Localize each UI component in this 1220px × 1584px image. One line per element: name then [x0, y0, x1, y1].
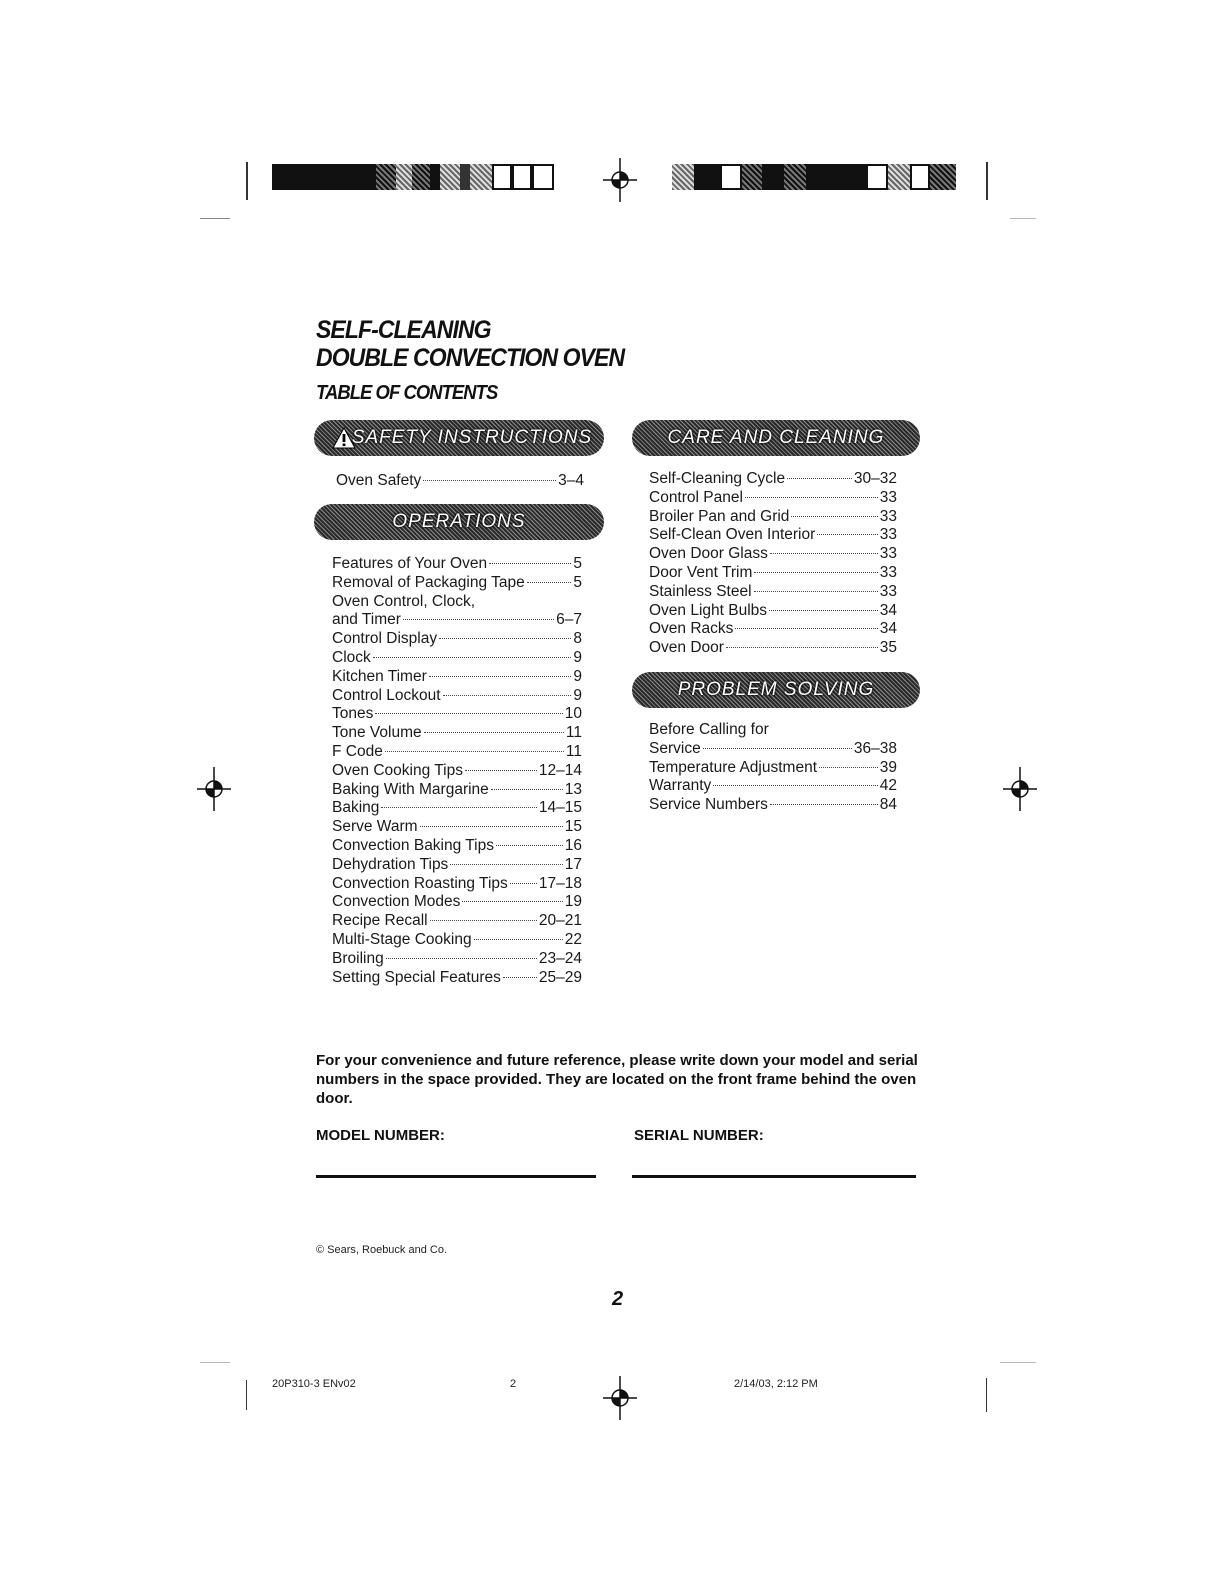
toc-entry-page: 36–38 — [853, 739, 897, 757]
dot-leader — [489, 563, 571, 564]
toc-entry-title: Warranty — [649, 777, 712, 795]
toc-entry[interactable] — [332, 687, 582, 706]
toc-entry[interactable] — [332, 912, 582, 931]
registration-crosshair-bottom-icon — [603, 1376, 637, 1420]
document-title-line1: SELF-CLEANING — [316, 316, 491, 344]
toc-entry-page: 30–32 — [853, 470, 897, 487]
dot-leader — [703, 748, 852, 749]
toc-entry-title: Clock — [332, 648, 371, 666]
dot-leader — [791, 516, 877, 517]
dot-leader — [754, 591, 878, 592]
toc-entry[interactable] — [332, 950, 582, 969]
toc-entry-title: Self-Clean Oven Interior — [649, 526, 816, 544]
dot-leader — [491, 789, 563, 790]
toc-entry-title: Control Lockout — [332, 686, 441, 704]
toc-entry-title: Temperature Adjustment — [649, 758, 818, 776]
color-registration-bar-right — [672, 164, 956, 190]
dot-leader — [496, 845, 563, 846]
page-number: 2 — [612, 1288, 624, 1310]
serial-number-label: SERIAL NUMBER: — [634, 1127, 764, 1144]
toc-entry-title: Convection Modes — [332, 893, 461, 911]
dot-leader — [373, 657, 572, 658]
dot-leader — [510, 883, 537, 884]
toc-entry-page: 5 — [573, 573, 582, 591]
toc-entry[interactable] — [336, 472, 584, 491]
footer-timestamp: 2/14/03, 2:12 PM — [734, 1378, 818, 1390]
dot-leader — [381, 807, 536, 808]
toc-entry-title: Oven Control, Clock, — [332, 592, 475, 610]
toc-entry[interactable] — [649, 545, 897, 564]
toc-entry[interactable] — [332, 931, 582, 950]
dot-leader — [770, 553, 878, 554]
section-label-care: CARE AND CLEANING — [667, 427, 885, 448]
toc-entry-page: 34 — [879, 620, 897, 638]
toc-entry[interactable] — [649, 620, 897, 639]
registration-tick-right — [986, 162, 988, 200]
dot-leader — [430, 920, 537, 921]
toc-entry[interactable] — [332, 893, 582, 912]
toc-entry-title: Tone Volume — [332, 724, 422, 742]
dot-leader — [462, 901, 562, 902]
toc-entry-title: Oven Racks — [649, 620, 734, 638]
toc-entry-page: 6–7 — [556, 611, 582, 629]
toc-entry-page: 20–21 — [538, 912, 582, 930]
toc-entry-title: Oven Cooking Tips — [332, 761, 463, 779]
toc-entry-title: Setting Special Features — [332, 968, 501, 986]
toc-entry-title: Before Calling for — [649, 721, 769, 738]
warning-triangle-icon — [332, 427, 356, 449]
toc-entry[interactable] — [332, 762, 582, 781]
toc-entry-page: 13 — [564, 780, 582, 798]
toc-entry[interactable] — [332, 799, 582, 818]
record-numbers-notice: For your convenience and future reference, please write down your model and serial numbers in the space provided. They are located on the front frame behind the oven door. — [316, 1052, 918, 1107]
toc-entry-title: Kitchen Timer — [332, 667, 427, 685]
toc-entry-page: 23–24 — [538, 949, 582, 967]
toc-entry-title: Oven Door — [649, 639, 724, 657]
toc-entry[interactable] — [649, 796, 897, 815]
toc-entry[interactable] — [332, 781, 582, 800]
registration-crosshair-left-icon — [197, 767, 231, 811]
trim-mark-bottom-right — [1000, 1362, 1036, 1363]
registration-tick-bottom-left — [246, 1380, 247, 1410]
toc-entry-page: 84 — [879, 796, 897, 814]
toc-entry-page: 34 — [879, 601, 897, 619]
toc-entry-title: and Timer — [332, 611, 401, 629]
dot-leader — [474, 939, 563, 940]
toc-entry-title: Service Numbers — [649, 796, 768, 814]
section-banner-problem — [632, 672, 920, 708]
dot-leader — [443, 695, 572, 696]
toc-entry[interactable] — [332, 555, 582, 574]
document-title-line2: DOUBLE CONVECTION OVEN — [316, 344, 625, 372]
toc-entry-title: Control Panel — [649, 488, 743, 506]
toc-entry[interactable] — [332, 668, 582, 687]
toc-entry-page: 33 — [879, 488, 897, 506]
toc-entry-page: 3–4 — [558, 472, 584, 489]
toc-entry-title: Baking With Margarine — [332, 780, 489, 798]
toc-entry[interactable] — [332, 593, 582, 612]
dot-leader — [423, 480, 556, 481]
toc-entry[interactable] — [649, 721, 897, 740]
serial-number-field[interactable] — [632, 1175, 916, 1178]
dot-leader — [527, 582, 572, 583]
section-banner-safety — [314, 420, 604, 456]
toc-entry-title: Recipe Recall — [332, 912, 428, 930]
toc-list-operations — [332, 555, 582, 987]
toc-entry[interactable] — [649, 508, 897, 527]
toc-entry[interactable] — [332, 705, 582, 724]
toc-entry-page: 17–18 — [538, 874, 582, 892]
dot-leader — [450, 864, 562, 865]
toc-entry-page: 9 — [573, 686, 582, 704]
toc-entry-page: 42 — [879, 777, 897, 795]
toc-entry[interactable] — [649, 602, 897, 621]
toc-entry-title: Door Vent Trim — [649, 563, 753, 581]
toc-entry-title: Oven Light Bulbs — [649, 601, 768, 619]
trim-mark-top-left — [200, 218, 230, 219]
dot-leader — [465, 770, 537, 771]
dot-leader — [403, 619, 554, 620]
section-label-operations: OPERATIONS — [392, 511, 526, 532]
toc-entry-page: 9 — [573, 667, 582, 685]
toc-entry[interactable] — [332, 630, 582, 649]
toc-entry-title: Baking — [332, 799, 380, 817]
footer-page: 2 — [510, 1378, 517, 1390]
toc-entry[interactable] — [332, 837, 582, 856]
toc-entry-title: Serve Warm — [332, 818, 418, 836]
toc-entry-title: Oven Door Glass — [649, 545, 768, 563]
toc-entry[interactable] — [649, 489, 897, 508]
toc-entry[interactable] — [332, 743, 582, 762]
toc-entry-title: Broiler Pan and Grid — [649, 507, 790, 525]
dot-leader — [769, 610, 878, 611]
dot-leader — [754, 572, 877, 573]
toc-heading: TABLE OF CONTENTS — [316, 382, 498, 404]
section-label-problem: PROBLEM SOLVING — [677, 679, 875, 700]
dot-leader — [424, 732, 564, 733]
dot-leader — [420, 826, 563, 827]
toc-entry-title: Dehydration Tips — [332, 855, 449, 873]
model-number-field[interactable] — [316, 1175, 596, 1178]
toc-entry-page: 33 — [879, 582, 897, 600]
toc-entry-page: 14–15 — [538, 799, 582, 817]
toc-entry-title: Features of Your Oven — [332, 555, 488, 572]
toc-entry-title: Oven Safety — [336, 472, 422, 489]
toc-entry[interactable] — [332, 574, 582, 593]
dot-leader — [713, 785, 877, 786]
toc-list-care — [649, 470, 897, 658]
dot-leader — [745, 497, 878, 498]
dot-leader — [439, 638, 571, 639]
toc-entry-page: 33 — [879, 545, 897, 563]
toc-entry[interactable] — [649, 470, 897, 489]
toc-entry-page: 16 — [564, 836, 582, 854]
toc-entry[interactable] — [332, 649, 582, 668]
toc-entry[interactable] — [332, 875, 582, 894]
toc-entry-title: Convection Baking Tips — [332, 836, 494, 854]
toc-entry[interactable] — [649, 639, 897, 658]
toc-entry[interactable] — [649, 564, 897, 583]
toc-entry-page: 33 — [879, 563, 897, 581]
toc-entry-page: 11 — [565, 742, 582, 760]
dot-leader — [375, 713, 562, 714]
toc-entry-page: 17 — [564, 855, 582, 873]
toc-entry[interactable] — [649, 740, 897, 759]
toc-entry-page: 10 — [564, 705, 582, 723]
toc-entry-page: 22 — [564, 930, 582, 948]
toc-entry-title: Removal of Packaging Tape — [332, 573, 525, 591]
toc-entry-page: 5 — [573, 555, 582, 572]
dot-leader — [817, 534, 877, 535]
toc-entry-page: 19 — [564, 893, 582, 911]
toc-entry-page: 15 — [564, 818, 582, 836]
toc-entry[interactable] — [332, 856, 582, 875]
dot-leader — [503, 977, 537, 978]
toc-entry-title: Tones — [332, 705, 374, 723]
dot-leader — [726, 647, 878, 648]
toc-entry-page: 39 — [879, 758, 897, 776]
registration-crosshair-top-icon — [603, 158, 637, 202]
toc-entry-title: Control Display — [332, 630, 438, 648]
toc-entry-page: 11 — [565, 724, 582, 742]
dot-leader — [819, 767, 878, 768]
dot-leader — [770, 804, 878, 805]
toc-entry-title: Service — [649, 739, 701, 757]
section-label-safety: SAFETY INSTRUCTIONS — [351, 427, 593, 448]
toc-entry-page: 35 — [879, 639, 897, 657]
toc-entry-title: Stainless Steel — [649, 582, 752, 600]
trim-mark-bottom-left — [200, 1362, 230, 1363]
toc-entry[interactable] — [649, 583, 897, 602]
toc-entry[interactable] — [332, 969, 582, 988]
registration-tick-left — [246, 162, 248, 200]
section-banner-operations — [314, 504, 604, 540]
toc-entry-page: 9 — [573, 648, 582, 666]
footer-doc-id: 20P310-3 ENv02 — [272, 1378, 356, 1390]
color-registration-bar-left — [272, 164, 554, 190]
toc-entry[interactable] — [649, 777, 897, 796]
copyright-notice: © Sears, Roebuck and Co. — [316, 1244, 448, 1256]
registration-crosshair-right-icon — [1003, 767, 1037, 811]
toc-entry[interactable] — [332, 724, 582, 743]
toc-entry-title: Self-Cleaning Cycle — [649, 470, 786, 487]
toc-entry-page: 12–14 — [538, 761, 582, 779]
toc-entry-page: 25–29 — [538, 968, 582, 986]
dot-leader — [787, 478, 852, 479]
toc-entry[interactable] — [649, 526, 897, 545]
toc-entry-page: 8 — [573, 630, 582, 648]
toc-entry-title: Multi-Stage Cooking — [332, 930, 472, 948]
toc-list-problem — [649, 721, 897, 815]
registration-tick-bottom-right — [986, 1378, 987, 1412]
toc-entry-page: 33 — [879, 526, 897, 544]
toc-entry[interactable] — [649, 759, 897, 778]
section-banner-care — [632, 420, 920, 456]
toc-entry-title: Convection Roasting Tips — [332, 874, 508, 892]
model-number-label: MODEL NUMBER: — [316, 1127, 445, 1144]
dot-leader — [386, 958, 537, 959]
dot-leader — [735, 628, 877, 629]
toc-entry[interactable] — [332, 611, 582, 630]
toc-entry-page: 33 — [879, 507, 897, 525]
toc-entry[interactable] — [332, 818, 582, 837]
toc-entry-title: Broiling — [332, 949, 384, 967]
toc-list-safety — [336, 472, 584, 491]
toc-entry-title: F Code — [332, 742, 383, 760]
dot-leader — [385, 751, 564, 752]
trim-mark-top-right — [1010, 218, 1036, 219]
dot-leader — [429, 676, 572, 677]
